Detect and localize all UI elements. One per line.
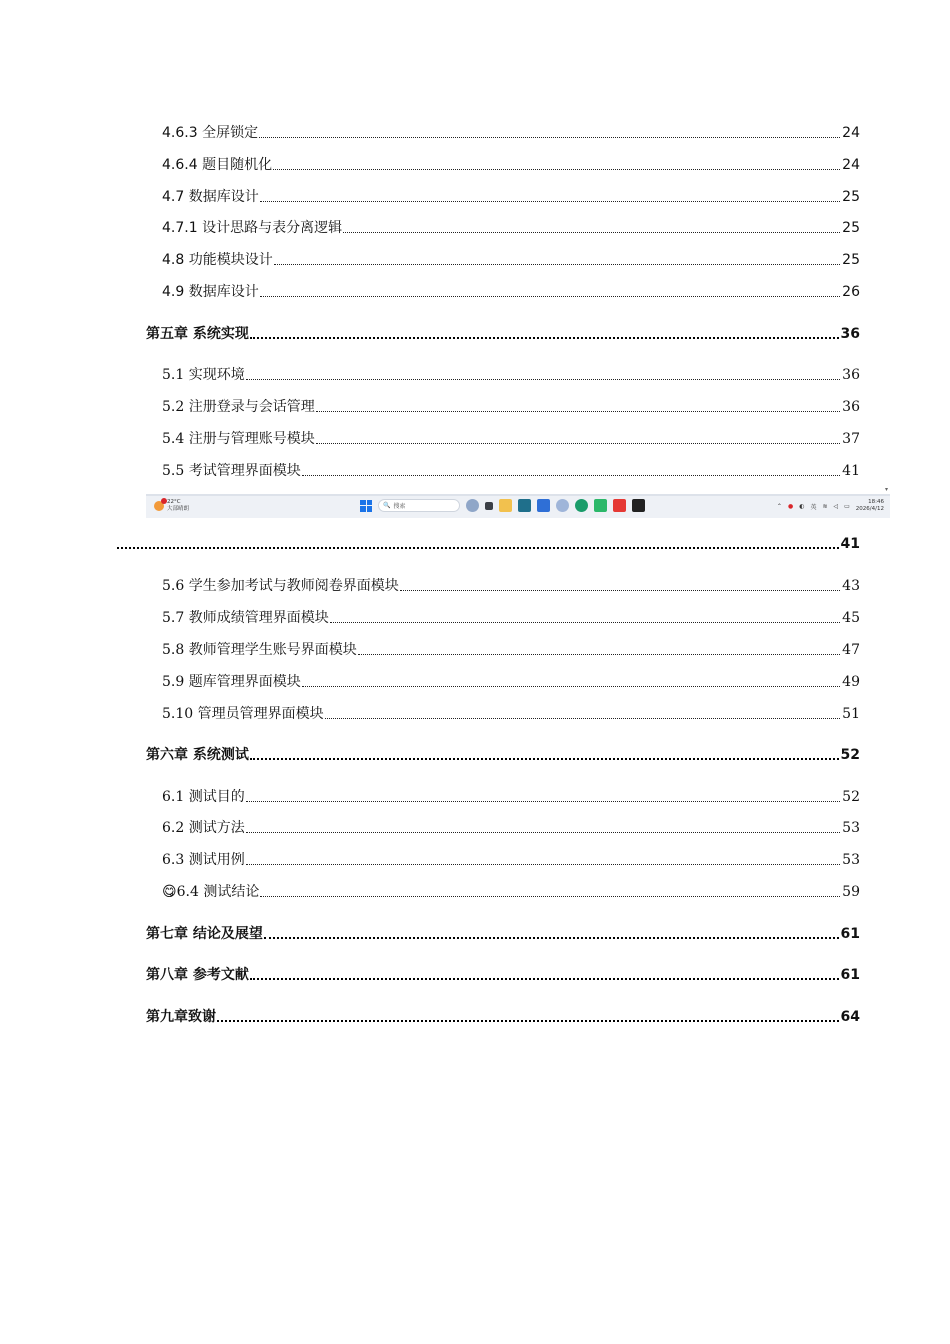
toc-entry[interactable] bbox=[162, 850, 860, 870]
toc-leader bbox=[259, 136, 840, 138]
toc-entry-label: 4.8 功能模块设计 bbox=[162, 252, 273, 268]
toc-leader bbox=[117, 546, 839, 549]
toc-entry-label: 5.1 实现环境 bbox=[162, 367, 245, 383]
toc-entry[interactable] bbox=[162, 818, 860, 838]
toc-entry[interactable] bbox=[162, 576, 860, 596]
toc-entry[interactable] bbox=[162, 397, 860, 417]
toc-entry-label: 5.6 学生参加考试与教师阅卷界面模块 bbox=[162, 578, 399, 594]
weather-widget[interactable] bbox=[154, 499, 189, 513]
taskbar-search[interactable] bbox=[378, 499, 460, 512]
toc-entry-label: 4.6.4 题目随机化 bbox=[162, 157, 273, 173]
weather-desc: 大部晴朗 bbox=[167, 506, 190, 512]
toc-entry-label: 4.6.3 全屏锁定 bbox=[162, 125, 259, 141]
toc-entry[interactable] bbox=[162, 640, 860, 660]
toc-page-number: 25 bbox=[842, 220, 860, 236]
weather-icon bbox=[154, 501, 164, 511]
toc-entry[interactable] bbox=[162, 882, 860, 902]
toc-page-number: 36 bbox=[842, 367, 860, 383]
toc-leader bbox=[250, 336, 839, 339]
toc-page-number: 61 bbox=[840, 967, 860, 983]
toc-leader bbox=[246, 378, 840, 380]
toc-leader bbox=[246, 800, 840, 802]
file-explorer-icon[interactable] bbox=[499, 499, 512, 512]
app-icon[interactable] bbox=[518, 499, 531, 512]
clock[interactable] bbox=[856, 499, 884, 513]
toc-entry-label: 5.10 管理员管理界面模块 bbox=[162, 706, 324, 722]
toc-chapter-label: 第六章 系统测试 bbox=[146, 747, 249, 763]
windows-start-icon[interactable] bbox=[360, 500, 372, 512]
chevron-down-icon: ▾ bbox=[884, 486, 888, 493]
toc-leader bbox=[273, 168, 840, 170]
toc-leader bbox=[246, 863, 840, 865]
toc-page-number: 47 bbox=[842, 642, 860, 658]
toc-page-number: 36 bbox=[840, 326, 860, 342]
toc-chapter-label: 第七章 结论及展望 bbox=[146, 926, 263, 942]
toc-page-number: 36 bbox=[842, 399, 860, 415]
search-icon: 🔍 bbox=[383, 502, 391, 509]
volume-icon[interactable]: ◁ bbox=[833, 502, 839, 510]
toc-entry[interactable] bbox=[162, 787, 860, 807]
toc-leader bbox=[260, 295, 840, 297]
toc-entry-label: 5.5 考试管理界面模块 bbox=[162, 463, 301, 479]
toc-entry[interactable] bbox=[162, 282, 860, 302]
toc-leader bbox=[302, 474, 840, 476]
toc-entry-label: 4.7.1 设计思路与表分离逻辑 bbox=[162, 220, 343, 236]
taskbar-divider bbox=[146, 494, 890, 496]
weather-text bbox=[167, 499, 189, 513]
toc-page-number: 53 bbox=[842, 820, 860, 836]
toc-chapter-entry[interactable] bbox=[146, 324, 860, 344]
toc-entry[interactable] bbox=[162, 365, 860, 385]
toc-leader bbox=[264, 936, 839, 939]
chevron-up-icon[interactable]: ⌃ bbox=[776, 502, 782, 510]
toc-leader bbox=[316, 442, 840, 444]
app-icon[interactable] bbox=[632, 499, 645, 512]
toc-entry[interactable] bbox=[162, 155, 860, 175]
clock-time: 18:46 bbox=[868, 499, 884, 505]
toc-page-number: 25 bbox=[842, 252, 860, 268]
toc-page-number: 51 bbox=[842, 706, 860, 722]
system-tray bbox=[777, 499, 884, 513]
edge-browser-icon[interactable] bbox=[575, 499, 588, 512]
toc-entry-label: 4.9 数据库设计 bbox=[162, 284, 259, 300]
copilot-icon[interactable] bbox=[466, 499, 479, 512]
toc-entry-label: 6.1 测试目的 bbox=[162, 789, 245, 805]
toc-continuation-entry[interactable] bbox=[116, 534, 860, 554]
language-indicator[interactable]: 英 bbox=[810, 503, 817, 511]
toc-entry-label: 5.9 题库管理界面模块 bbox=[162, 674, 301, 690]
toc-entry[interactable] bbox=[162, 461, 860, 481]
toc-chapter-entry[interactable] bbox=[146, 745, 860, 765]
taskbar-screenshot bbox=[146, 486, 890, 518]
toc-entry[interactable] bbox=[162, 608, 860, 628]
app-icon[interactable] bbox=[537, 499, 550, 512]
toc-page-number: 41 bbox=[840, 536, 860, 552]
toc-leader bbox=[250, 977, 839, 980]
toc-page-number: 24 bbox=[842, 125, 860, 141]
app-icon[interactable] bbox=[556, 499, 569, 512]
toc-entry-text: 6.4 测试结论 bbox=[176, 884, 260, 900]
toc-page-number: 59 bbox=[842, 884, 860, 900]
toc-entry-label: 6.2 测试方法 bbox=[162, 820, 245, 836]
toc-page-number: 26 bbox=[842, 284, 860, 300]
search-placeholder: 搜索 bbox=[393, 503, 406, 510]
toc-entry-label: 5.7 教师成绩管理界面模块 bbox=[162, 610, 329, 626]
toc-entry[interactable] bbox=[162, 704, 860, 724]
tray-app-icon[interactable]: ◐ bbox=[799, 502, 805, 510]
toc-leader bbox=[400, 589, 840, 591]
toc-leader bbox=[316, 410, 840, 412]
clock-date: 2026/4/12 bbox=[855, 506, 884, 512]
wifi-icon[interactable]: ≋ bbox=[822, 502, 828, 510]
toc-page-number: 52 bbox=[840, 747, 860, 763]
toc-leader bbox=[302, 685, 840, 687]
tray-app-icon[interactable]: ● bbox=[787, 502, 794, 510]
toc-chapter-entry[interactable] bbox=[146, 965, 860, 985]
toc-leader bbox=[260, 200, 840, 202]
task-view-icon[interactable] bbox=[485, 502, 493, 510]
wechat-icon[interactable] bbox=[594, 499, 607, 512]
toc-leader bbox=[343, 231, 840, 233]
taskbar-apps bbox=[360, 499, 645, 512]
toc-leader bbox=[250, 757, 839, 760]
weather-temp: 22°C bbox=[167, 499, 181, 505]
toc-page-number: 53 bbox=[842, 852, 860, 868]
toc-chapter-entry[interactable] bbox=[146, 1007, 860, 1027]
toc-leader bbox=[358, 653, 840, 655]
toc-chapter-label: 第五章 系统实现 bbox=[146, 326, 249, 342]
toc-leader bbox=[274, 263, 840, 265]
toc-entry[interactable] bbox=[162, 250, 860, 270]
toc-leader bbox=[217, 1019, 839, 1022]
toc-entry-label: 6.3 测试用例 bbox=[162, 852, 245, 868]
toc-chapter-entry[interactable] bbox=[146, 924, 860, 944]
toc-page-number: 43 bbox=[842, 578, 860, 594]
battery-icon[interactable]: ▭ bbox=[844, 502, 850, 510]
toc-page-number: 45 bbox=[842, 610, 860, 626]
toc-page-number: 24 bbox=[842, 157, 860, 173]
toc-leader bbox=[246, 831, 840, 833]
toc-entry-label: 5.4 注册与管理账号模块 bbox=[162, 431, 315, 447]
toc-page-number: 52 bbox=[842, 789, 860, 805]
face-savoring-food-emoji: 😋 bbox=[162, 884, 177, 900]
notification-badge bbox=[161, 498, 167, 504]
toc-entry[interactable] bbox=[162, 429, 860, 449]
toc-chapter-label: 第九章致谢 bbox=[146, 1009, 216, 1025]
toc-page-number: 37 bbox=[842, 431, 860, 447]
toc-leader bbox=[325, 717, 841, 719]
toc-page-number: 49 bbox=[842, 674, 860, 690]
toc-entry[interactable] bbox=[162, 218, 860, 238]
toc-leader bbox=[260, 895, 840, 897]
toc-entry[interactable] bbox=[162, 187, 860, 207]
toc-page-number: 61 bbox=[840, 926, 860, 942]
toc-entry-label bbox=[162, 882, 260, 902]
toc-leader bbox=[330, 621, 840, 623]
toc-entry-label: 5.2 注册登录与会话管理 bbox=[162, 399, 315, 415]
toc-entry[interactable] bbox=[162, 123, 860, 143]
toc-page-number: 25 bbox=[842, 189, 860, 205]
wps-icon[interactable] bbox=[613, 499, 626, 512]
toc-page-number: 41 bbox=[842, 463, 860, 479]
toc-entry-label: 5.8 教师管理学生账号界面模块 bbox=[162, 642, 357, 658]
toc-chapter-label: 第八章 参考文献 bbox=[146, 967, 249, 983]
toc-page-number: 64 bbox=[840, 1009, 860, 1025]
toc-entry[interactable] bbox=[162, 672, 860, 692]
toc-entry-label: 4.7 数据库设计 bbox=[162, 189, 259, 205]
